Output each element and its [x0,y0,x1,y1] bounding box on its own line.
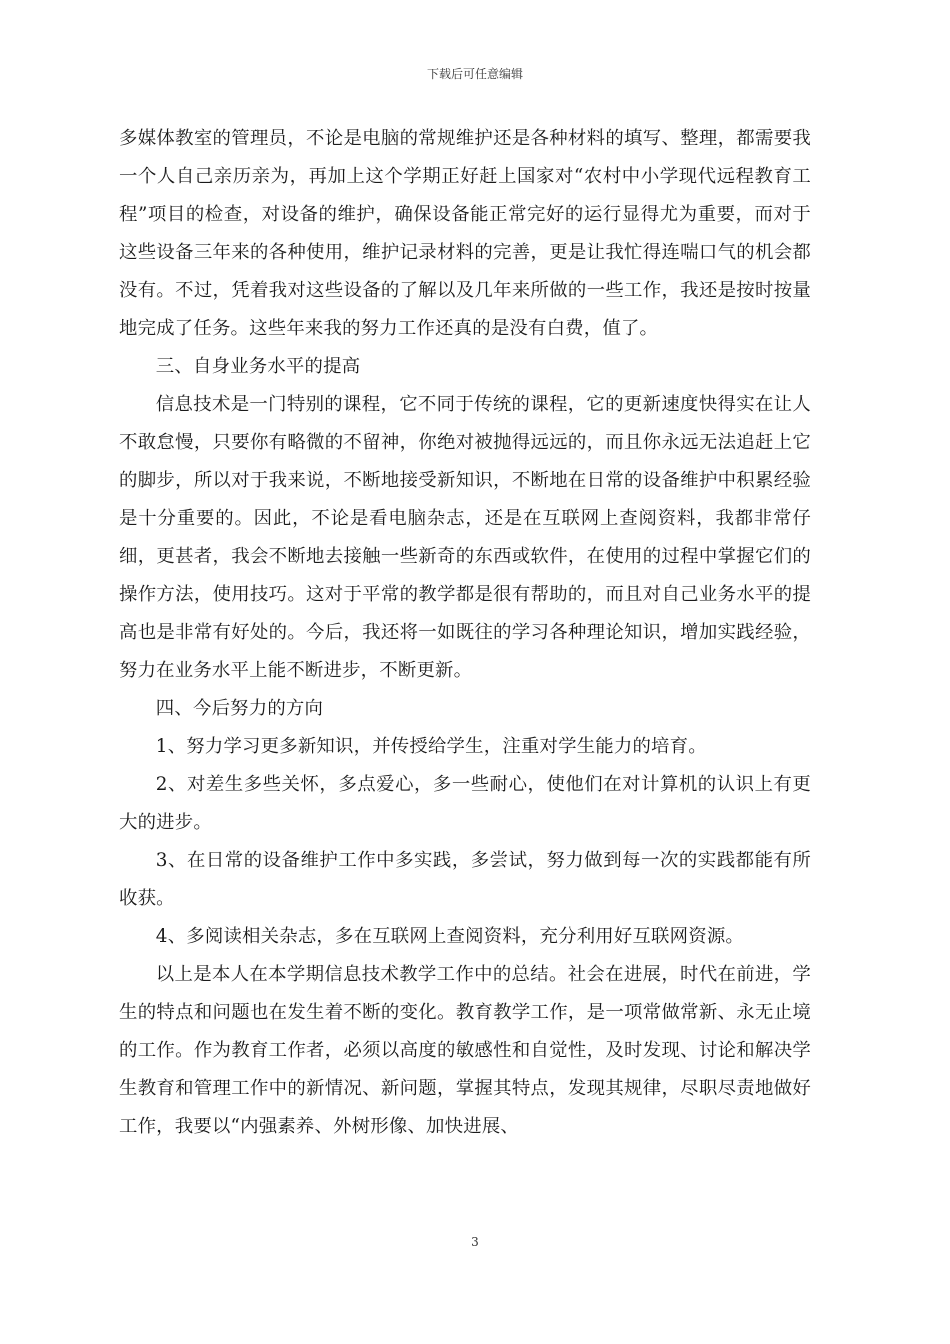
section-heading-3: 三、自身业务水平的提高 [155,356,361,377]
list-item-4: 4、多阅读相关杂志，多在互联网上查阅资料，充分利用好互联网资源。 [155,926,745,947]
paragraph-continuation: 多媒体教室的管理员，不论是电脑的常规维护还是各种材料的填写、整理，都需要我一个人自己亲历亲为，再加上这个学期正好赶上国家对“农村中小学现代远程教育工程”项目的检查，对设备的维护，确保设备能正常完好的运行显得尤为重要，而对于这些设备三年来的各种使用，维护记录材料的完善，更是让我忙得连喘口气的机会都没有。不过，凭着我对这些设备的了解以及几年来所做的一些工作，我还是按时按量地完成了任务。这些年来我的努力工作还真的是没有白费，值了。 [119,128,811,339]
paragraph-summary: 以上是本人在本学期信息技术教学工作中的总结。社会在进展，时代在前进，学生的特点和问题也在发生着不断的变化。教育教学工作，是一项常做常新、永无止境的工作。作为教育工作者，必须以高度的敏感性和自觉性，及时发现、讨论和解决学生教育和管理工作中的新情况、新问题，掌握其特点，发现其规律，尽职尽责地做好工作，我要以“内强素养、外树形像、加快进展、 [119,964,811,1137]
paragraph-skills: 信息技术是一门特别的课程，它不同于传统的课程，它的更新速度快得实在让人不敢怠慢，只要你有略微的不留神，你绝对被抛得远远的，而且你永远无法追赶上它的脚步，所以对于我来说，不断地接受新知识，不断地在日常的设备维护中积累经验是十分重要的。因此，不论是看电脑杂志，还是在互联网上查阅资料，我都非常仔细，更甚者，我会不断地去接触一些新奇的东西或软件，在使用的过程中掌握它们的操作方法，使用技巧。这对于平常的教学都是很有帮助的，而且对自己业务水平的提高也是非常有好处的。今后，我还将一如既往的学习各种理论知识，增加实践经验，努力在业务水平上能不断进步，不断更新。 [119,394,811,681]
list-item-3: 3、在日常的设备维护工作中多实践，多尝试，努力做到每一次的实践都能有所收获。 [119,850,811,909]
section-heading-4: 四、今后努力的方向 [155,698,324,719]
list-item-1: 1、努力学习更多新知识，并传授给学生，注重对学生能力的培育。 [155,736,707,757]
document-body [119,120,811,1146]
page-header: 下载后可任意编辑 [426,67,523,81]
page-number: 3 [471,1235,479,1249]
list-item-2: 2、对差生多些关怀，多点爱心，多一些耐心，使他们在对计算机的认识上有更大的进步。 [119,774,811,833]
